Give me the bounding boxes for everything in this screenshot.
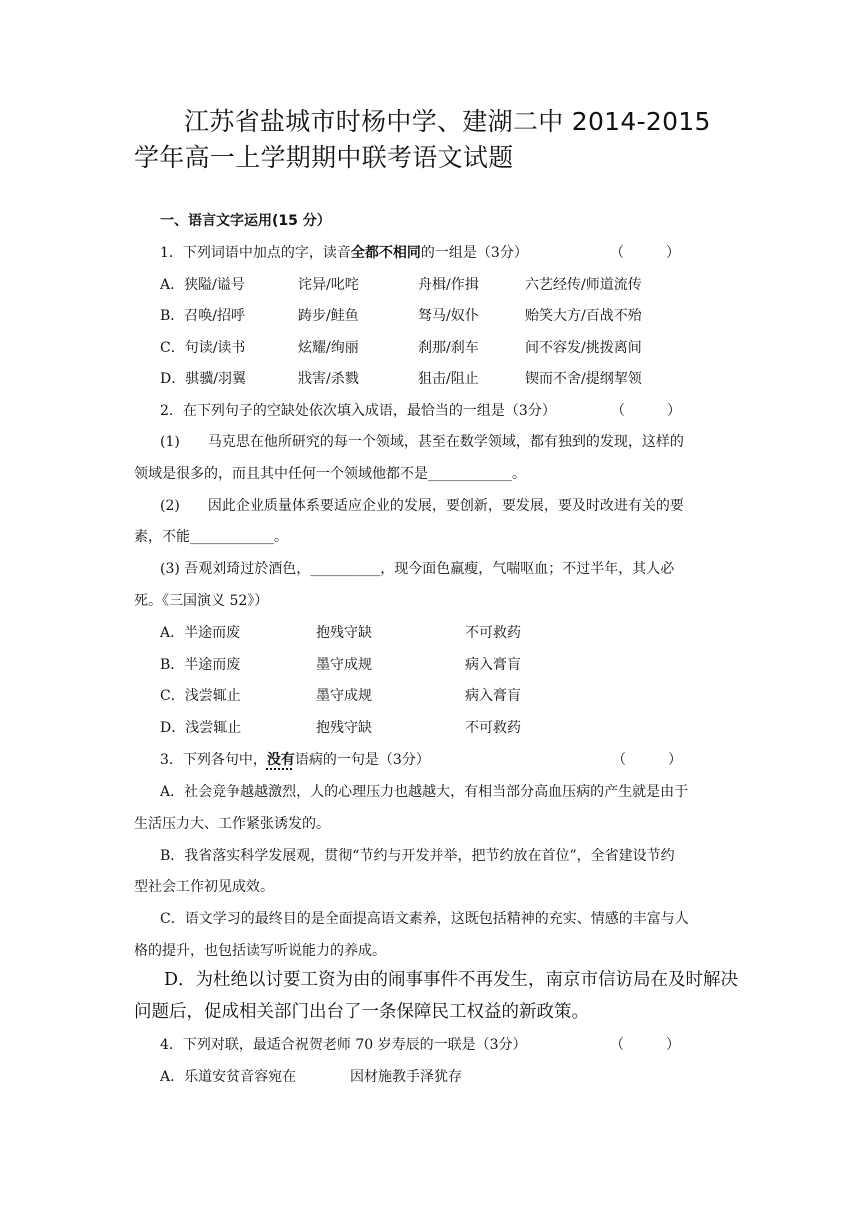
q1-option-c-col3: 刹那/刹车	[418, 340, 479, 356]
q1-option-a-col3: 舟楫/作揖	[418, 277, 479, 293]
question-3-emphasis: 没有	[266, 752, 295, 768]
q3-option-c-line-1: C．语文学习的最终目的是全面提高语文素养，这既包括精神的充实、情感的丰富与人	[160, 911, 689, 927]
q1-option-d-col2: 戕害/杀戮	[298, 371, 359, 387]
q2-sentence-2-line-2: 素，不能____________。	[134, 529, 288, 545]
document-title-line-1: 江苏省盐城市时杨中学、建湖二中 2014-2015	[184, 107, 711, 136]
q2-option-d-col3: 不可救药	[465, 720, 521, 736]
question-2-stem: 2．在下列句子的空缺处依次填入成语，最恰当的一组是（3分）	[160, 403, 556, 419]
q1-option-b-col3: 驽马/奴仆	[418, 308, 479, 324]
q3-option-a-line-1: A．社会竞争越越激烈，人的心理压力也越越大，有相当部分高血压病的产生就是由于	[160, 784, 689, 800]
q2-sentence-1-line-1: (1) 马克思在他所研究的每一个领域，甚至在数学领域，都有独到的发现，这样的	[160, 434, 684, 450]
q1-option-c-col4: 间不容发/挑拨离间	[525, 340, 642, 356]
question-1-stem-pre: 1．下列词语中加点的字，读音	[160, 245, 351, 261]
q3-option-b-line-1: B．我省落实科学发展观，贯彻“节约与开发并举，把节约放在首位”，全省建设节约	[160, 848, 675, 864]
q1-option-c-col1: C．句读/读书	[160, 340, 246, 356]
question-1-answer-paren: （ ）	[610, 245, 680, 261]
q4-option-a-left: A．乐道安贫音容宛在	[160, 1069, 297, 1085]
question-1-stem-post: 的一组是（3分）	[420, 245, 528, 261]
q1-option-b-col4: 贻笑大方/百战不殆	[525, 308, 642, 324]
q1-option-a-col2: 诧异/叱咤	[298, 277, 359, 293]
question-2-answer-paren: （ ）	[611, 403, 681, 419]
document-title-line-2: 学年高一上学期期中联考语文试题	[134, 143, 514, 172]
q1-option-b-col2: 踌步/鲑鱼	[298, 308, 359, 324]
q2-option-d-col1: D．浅尝辄止	[160, 720, 242, 736]
question-1-stem	[160, 243, 528, 263]
q3-option-a-line-2: 生活压力大、工作紧张诱发的。	[134, 816, 330, 832]
q2-option-a-col2: 抱残守缺	[316, 625, 372, 641]
question-4-answer-paren: （ ）	[610, 1037, 680, 1053]
q2-sentence-2-line-1: (2) 因此企业质量体系要适应企业的发展，要创新，要发展，要及时改进有关的要	[160, 498, 684, 514]
q1-option-b-col1: B．召唤/招呼	[160, 308, 246, 324]
q3-option-d-line-1: D．为杜绝以讨要工资为由的闹事事件不再发生，南京市信访局在及时解决	[164, 970, 739, 990]
question-3-stem	[160, 750, 430, 770]
q2-sentence-3-line-1: (3) 吾观刘琦过於酒色，__________，现今面色羸瘦，气喘呕血；不过半年，其人必	[160, 561, 675, 577]
q1-option-c-col2: 炫耀/绚丽	[298, 340, 359, 356]
q2-sentence-1-line-2: 领域是很多的，而且其中任何一个领域他都不是____________。	[134, 466, 526, 482]
q3-option-c-line-2: 格的提升，也包括读写听说能力的养成。	[134, 943, 386, 959]
q3-option-b-line-2: 型社会工作初见成效。	[134, 879, 274, 895]
q1-option-d-col3: 狙击/阻止	[418, 371, 479, 387]
q1-option-a-col1: A．狭隘/谥号	[160, 277, 245, 293]
q1-option-a-col4: 六艺经传/师道流传	[525, 277, 642, 293]
q2-option-a-col1: A．半途而废	[160, 625, 241, 641]
q2-option-d-col2: 抱残守缺	[316, 720, 372, 736]
q3-option-d-line-2: 问题后，促成相关部门出台了一条保障民工权益的新政策。	[134, 1002, 589, 1022]
question-3-answer-paren: （ ）	[612, 752, 682, 768]
q1-option-d-col1: D．骐骥/羽翼	[160, 371, 246, 387]
section-heading: 一、语言文字运用(15 分）	[160, 213, 331, 229]
q2-option-c-col3: 病入膏肓	[465, 688, 521, 704]
q2-option-b-col1: B．半途而废	[160, 657, 241, 673]
q2-sentence-3-line-2: 死。《三国演义 52》）	[134, 593, 269, 609]
question-1-emphasis: 全都不相同	[350, 245, 421, 261]
q4-option-a-right: 因材施教手泽犹存	[350, 1069, 462, 1085]
question-4-stem: 4．下列对联，最适合祝贺老师 70 岁寿辰的一联是（3分）	[160, 1037, 527, 1053]
q2-option-b-col2: 墨守成规	[316, 657, 372, 673]
q1-option-d-col4: 锲而不舍/提纲挈领	[525, 371, 642, 387]
q2-option-a-col3: 不可救药	[465, 625, 521, 641]
question-3-stem-post: 语病的一句是（3分）	[294, 752, 430, 768]
question-3-stem-pre: 3．下列各句中，	[160, 752, 267, 768]
q2-option-b-col3: 病入膏肓	[465, 657, 521, 673]
q2-option-c-col1: C．浅尝辄止	[160, 688, 241, 704]
q2-option-c-col2: 墨守成规	[316, 688, 372, 704]
